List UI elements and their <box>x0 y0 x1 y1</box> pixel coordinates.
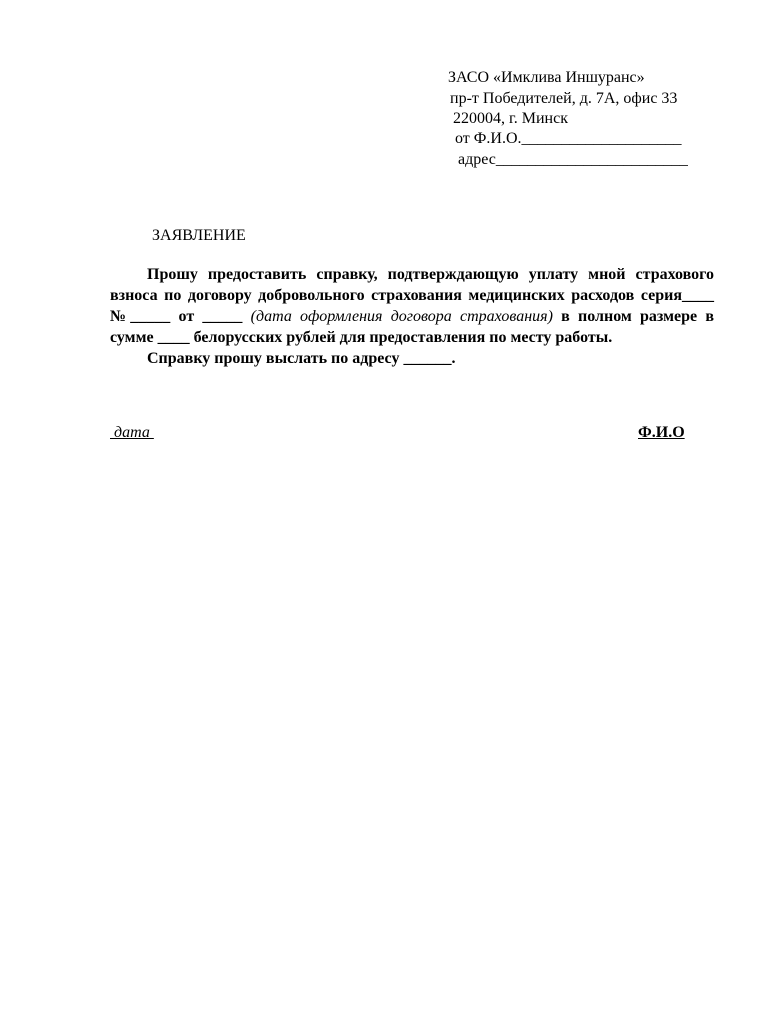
body-paragraph-2: Справку прошу выслать по адресу ______. <box>147 350 456 367</box>
recipient-city: 220004, г. Минск <box>453 110 568 127</box>
body-paragraph-1-end: в полном размере в сумме ____ белорусских рублей для предоставления по месту работы. <box>110 308 715 346</box>
recipient-company: ЗАСО «Имклива Иншуранс» <box>448 69 645 86</box>
date-field: дата <box>110 424 154 441</box>
body-paragraph-1-start: Прошу предоставить справку, подтверждающую уплату мной страхового взноса по договору добровольного страхования медицинских расходов серия____ №_____ от _____ <box>110 266 714 325</box>
recipient-street: пр-т Победителей, д. 7А, офис 33 <box>450 90 678 107</box>
signature-field: Ф.И.О <box>638 424 685 441</box>
document-title: ЗАЯВЛЕНИЕ <box>152 227 246 244</box>
sender-name-line: от Ф.И.О.____________________ <box>455 130 682 147</box>
sender-address-line: адрес________________________ <box>458 151 688 168</box>
document-body <box>110 264 714 369</box>
body-paragraph-1 <box>110 264 714 348</box>
body-paragraph-1-italic: (дата оформления договора страхования) <box>250 308 553 325</box>
